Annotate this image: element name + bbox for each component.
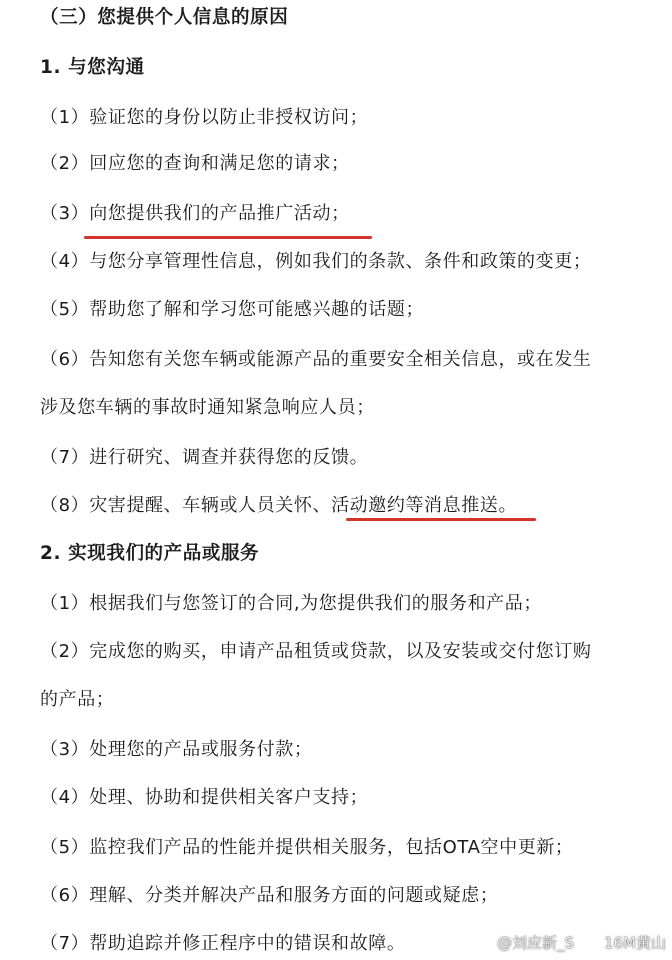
- part1-item-3-highlight: 向您提供我们的产品推广活动；: [89, 203, 350, 224]
- part1-heading: 1. 与您沟通: [40, 57, 145, 78]
- part1-item-1: （1）验证您的身份以防止非授权访问；: [40, 107, 369, 128]
- part1-item-8-highlight: 活动邀约等消息推送。: [331, 495, 518, 516]
- watermark-text: @刘应新_S: [496, 934, 574, 952]
- weibo-logo-icon-2: [578, 935, 600, 951]
- watermark-text-tail: 16M黄山: [603, 934, 666, 952]
- part2-item-4: （4）处理、协助和提供相关客户支持；: [40, 787, 369, 808]
- underline-mark-2: [346, 518, 536, 521]
- part2-item-2-cont: 的产品；: [40, 689, 115, 710]
- part1-item-3-prefix: （3）: [40, 203, 90, 224]
- part1-item-4: （4）与您分享管理性信息，例如我们的条款、条件和政策的变更；: [40, 251, 592, 272]
- watermark: [471, 934, 666, 952]
- part1-item-8: [40, 494, 517, 518]
- section-title: （三）您提供个人信息的原因: [40, 7, 289, 28]
- part1-item-5: （5）帮助您了解和学习您可能感兴趣的话题；: [40, 299, 425, 320]
- part2-item-5: （5）监控我们产品的性能并提供相关服务，包括OTA空中更新；: [40, 837, 574, 858]
- part1-item-6: （6）告知您有关您车辆或能源产品的重要安全相关信息，或在发生: [40, 349, 592, 370]
- underline-mark-1: [84, 236, 372, 239]
- part2-item-2: （2）完成您的购买，申请产品租赁或贷款，以及安装或交付您订购: [40, 641, 592, 662]
- part1-item-7: （7）进行研究、调查并获得您的反馈。: [40, 447, 369, 468]
- part2-item-7: （7）帮助追踪并修正程序中的错误和故障。: [40, 933, 406, 954]
- part1-item-3: [40, 202, 350, 226]
- weibo-logo-icon: [471, 935, 493, 951]
- part1-item-6-cont: 涉及您车辆的事故时通知紧急响应人员；: [40, 397, 375, 418]
- part2-item-1: （1）根据我们与您签订的合同,为您提供我们的服务和产品；: [40, 593, 542, 614]
- part1-item-2: （2）回应您的查询和满足您的请求；: [40, 153, 350, 174]
- part2-heading: 2. 实现我们的产品或服务: [40, 543, 260, 564]
- part2-item-6: （6）理解、分类并解决产品和服务方面的问题或疑虑；: [40, 885, 499, 906]
- part2-item-3: （3）处理您的产品或服务付款；: [40, 739, 313, 760]
- part1-item-8-prefix: （8）灾害提醒、车辆或人员关怀、: [40, 495, 332, 516]
